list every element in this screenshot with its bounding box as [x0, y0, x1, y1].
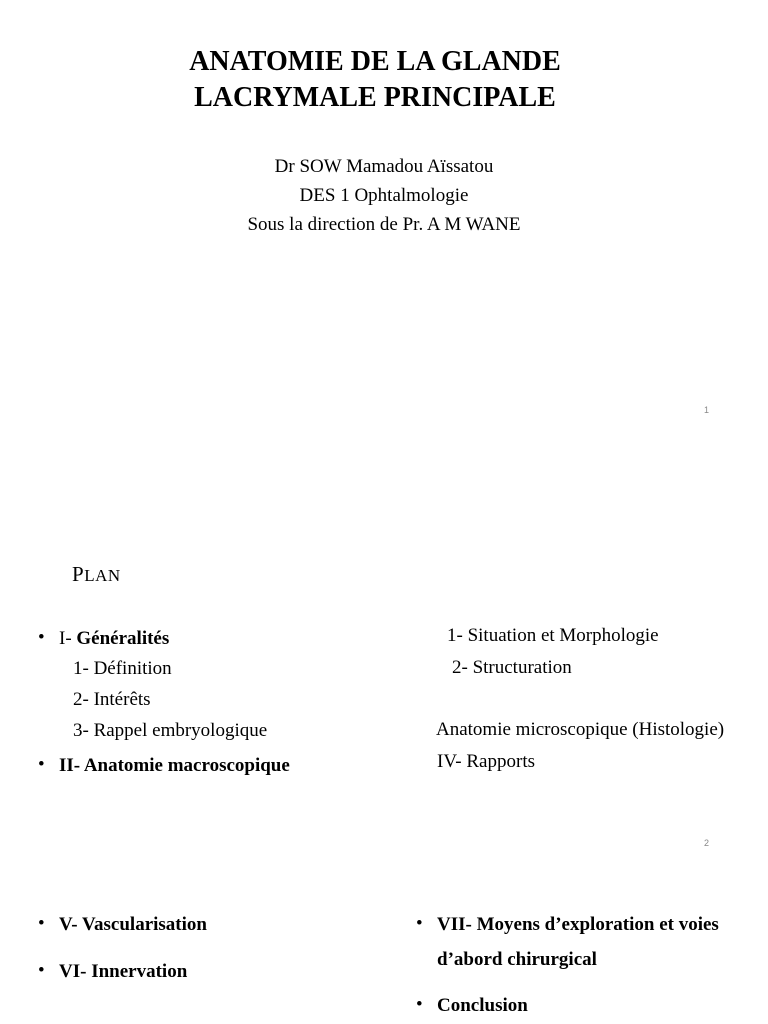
section-7-title-line-1: VII- Moyens d’exploration et voies	[437, 914, 719, 935]
title-line-2: LACRYMALE PRINCIPALE	[194, 82, 556, 113]
bullet-icon: •	[416, 994, 423, 1015]
author-name: Dr SOW Mamadou Aïssatou	[274, 156, 494, 177]
plan-heading	[72, 562, 121, 587]
section-6-title: VI- Innervation	[59, 961, 188, 982]
section-5-title: V- Vascularisation	[59, 914, 207, 935]
program-name: DES 1 Ophtalmologie	[299, 185, 469, 206]
page-number-1: 1	[704, 405, 710, 415]
bullet-icon: •	[38, 960, 45, 981]
section-4-title: IV- Rapports	[437, 751, 535, 772]
bullet-icon: •	[38, 913, 45, 934]
section-3-title: Anatomie microscopique (Histologie)	[436, 719, 725, 740]
section-7-title-line-2: d’abord chirurgical	[437, 949, 597, 970]
section-1-item-2: 2- Intérêts	[73, 689, 151, 710]
section-2-item-2: 2- Structuration	[452, 657, 572, 678]
section-1-prefix: I-	[59, 628, 77, 649]
bullet-icon: •	[38, 754, 45, 775]
bullet-icon: •	[416, 913, 423, 934]
section-1-heading	[59, 627, 169, 651]
section-1-item-1: 1- Définition	[73, 658, 172, 679]
section-2-item-1: 1- Situation et Morphologie	[447, 625, 659, 646]
section-1-item-3: 3- Rappel embryologique	[73, 720, 268, 741]
supervisor-name: Sous la direction de Pr. A M WANE	[247, 214, 521, 235]
title-line-1: ANATOMIE DE LA GLANDE	[189, 46, 561, 77]
conclusion-title: Conclusion	[437, 995, 528, 1016]
section-2-title: II- Anatomie macroscopique	[59, 755, 290, 776]
bullet-icon: •	[38, 627, 45, 648]
plan-heading-rest: LAN	[84, 566, 121, 585]
plan-heading-initial: P	[72, 562, 85, 586]
section-1-title: Généralités	[76, 628, 170, 649]
presentation-title	[0, 44, 750, 116]
presentation-subtitle	[0, 152, 768, 239]
page-number-2: 2	[704, 838, 710, 848]
